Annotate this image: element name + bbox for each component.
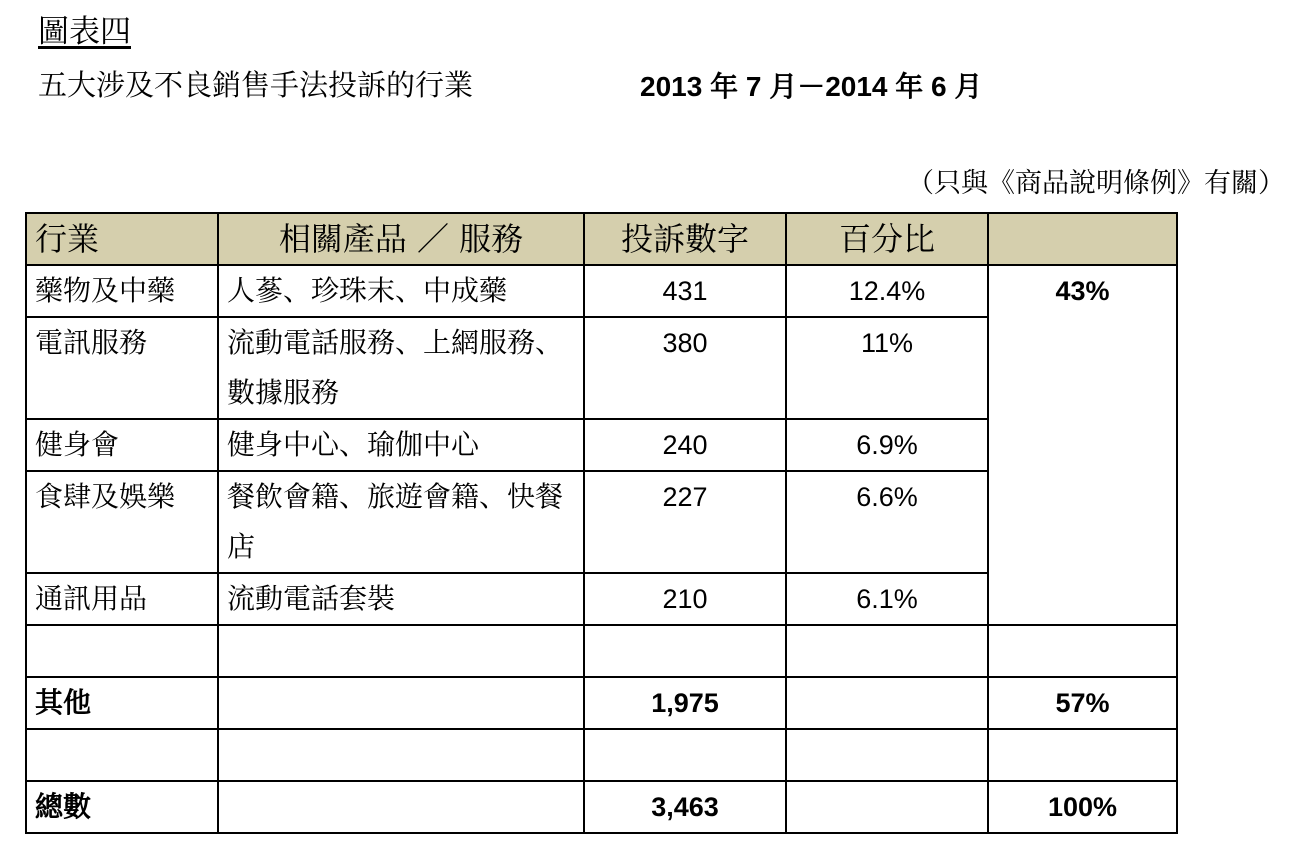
industry-cell: 電訊服務 xyxy=(26,317,218,419)
empty-cell xyxy=(26,625,218,677)
empty-cell xyxy=(218,677,584,729)
products-cell: 健身中心、瑜伽中心 xyxy=(218,419,584,471)
total-row xyxy=(26,781,1177,833)
total-complaints: 3,463 xyxy=(584,781,786,833)
industry-cell: 藥物及中藥 xyxy=(26,265,218,317)
empty-cell xyxy=(218,729,584,781)
complaints-cell: 227 xyxy=(584,471,786,573)
empty-cell xyxy=(988,625,1177,677)
products-cell: 流動電話套裝 xyxy=(218,573,584,625)
empty-cell xyxy=(786,781,988,833)
top5-share-cell: 43% xyxy=(988,265,1177,625)
complaints-table xyxy=(25,212,1178,834)
spacer-row xyxy=(26,729,1177,781)
column-header-complaints: 投訴數字 xyxy=(584,213,786,265)
chart-label: 圖表四 xyxy=(38,14,131,50)
page-title: 五大涉及不良銷售手法投訴的行業 xyxy=(38,68,474,102)
column-header-products: 相關產品 ／ 服務 xyxy=(218,213,584,265)
industry-cell: 通訊用品 xyxy=(26,573,218,625)
empty-cell xyxy=(988,729,1177,781)
percent-cell: 6.1% xyxy=(786,573,988,625)
others-label: 其他 xyxy=(26,677,218,729)
others-share: 57% xyxy=(988,677,1177,729)
table-header-row xyxy=(26,213,1177,265)
total-share: 100% xyxy=(988,781,1177,833)
complaints-cell: 380 xyxy=(584,317,786,419)
products-cell: 餐飲會籍、旅遊會籍、快餐店 xyxy=(218,471,584,573)
others-complaints: 1,975 xyxy=(584,677,786,729)
empty-cell xyxy=(26,729,218,781)
industry-cell: 食肆及娛樂 xyxy=(26,471,218,573)
industry-cell: 健身會 xyxy=(26,419,218,471)
percent-cell: 12.4% xyxy=(786,265,988,317)
table-row xyxy=(26,265,1177,317)
column-header-percent: 百分比 xyxy=(786,213,988,265)
empty-cell xyxy=(584,625,786,677)
spacer-row xyxy=(26,625,1177,677)
complaints-cell: 240 xyxy=(584,419,786,471)
percent-cell: 11% xyxy=(786,317,988,419)
complaints-cell: 431 xyxy=(584,265,786,317)
percent-cell: 6.6% xyxy=(786,471,988,573)
scope-note: （只與《商品說明條例》有關） xyxy=(907,168,1285,199)
empty-cell xyxy=(218,781,584,833)
complaints-cell: 210 xyxy=(584,573,786,625)
column-header-blank xyxy=(988,213,1177,265)
percent-cell: 6.9% xyxy=(786,419,988,471)
empty-cell xyxy=(584,729,786,781)
empty-cell xyxy=(786,677,988,729)
products-cell: 人蔘、珍珠末、中成藥 xyxy=(218,265,584,317)
empty-cell xyxy=(786,625,988,677)
column-header-industry: 行業 xyxy=(26,213,218,265)
total-label: 總數 xyxy=(26,781,218,833)
period-label: 2013 年 7 月－2014 年 6 月 xyxy=(640,71,983,102)
products-cell: 流動電話服務、上網服務、數據服務 xyxy=(218,317,584,419)
empty-cell xyxy=(218,625,584,677)
empty-cell xyxy=(786,729,988,781)
others-row xyxy=(26,677,1177,729)
